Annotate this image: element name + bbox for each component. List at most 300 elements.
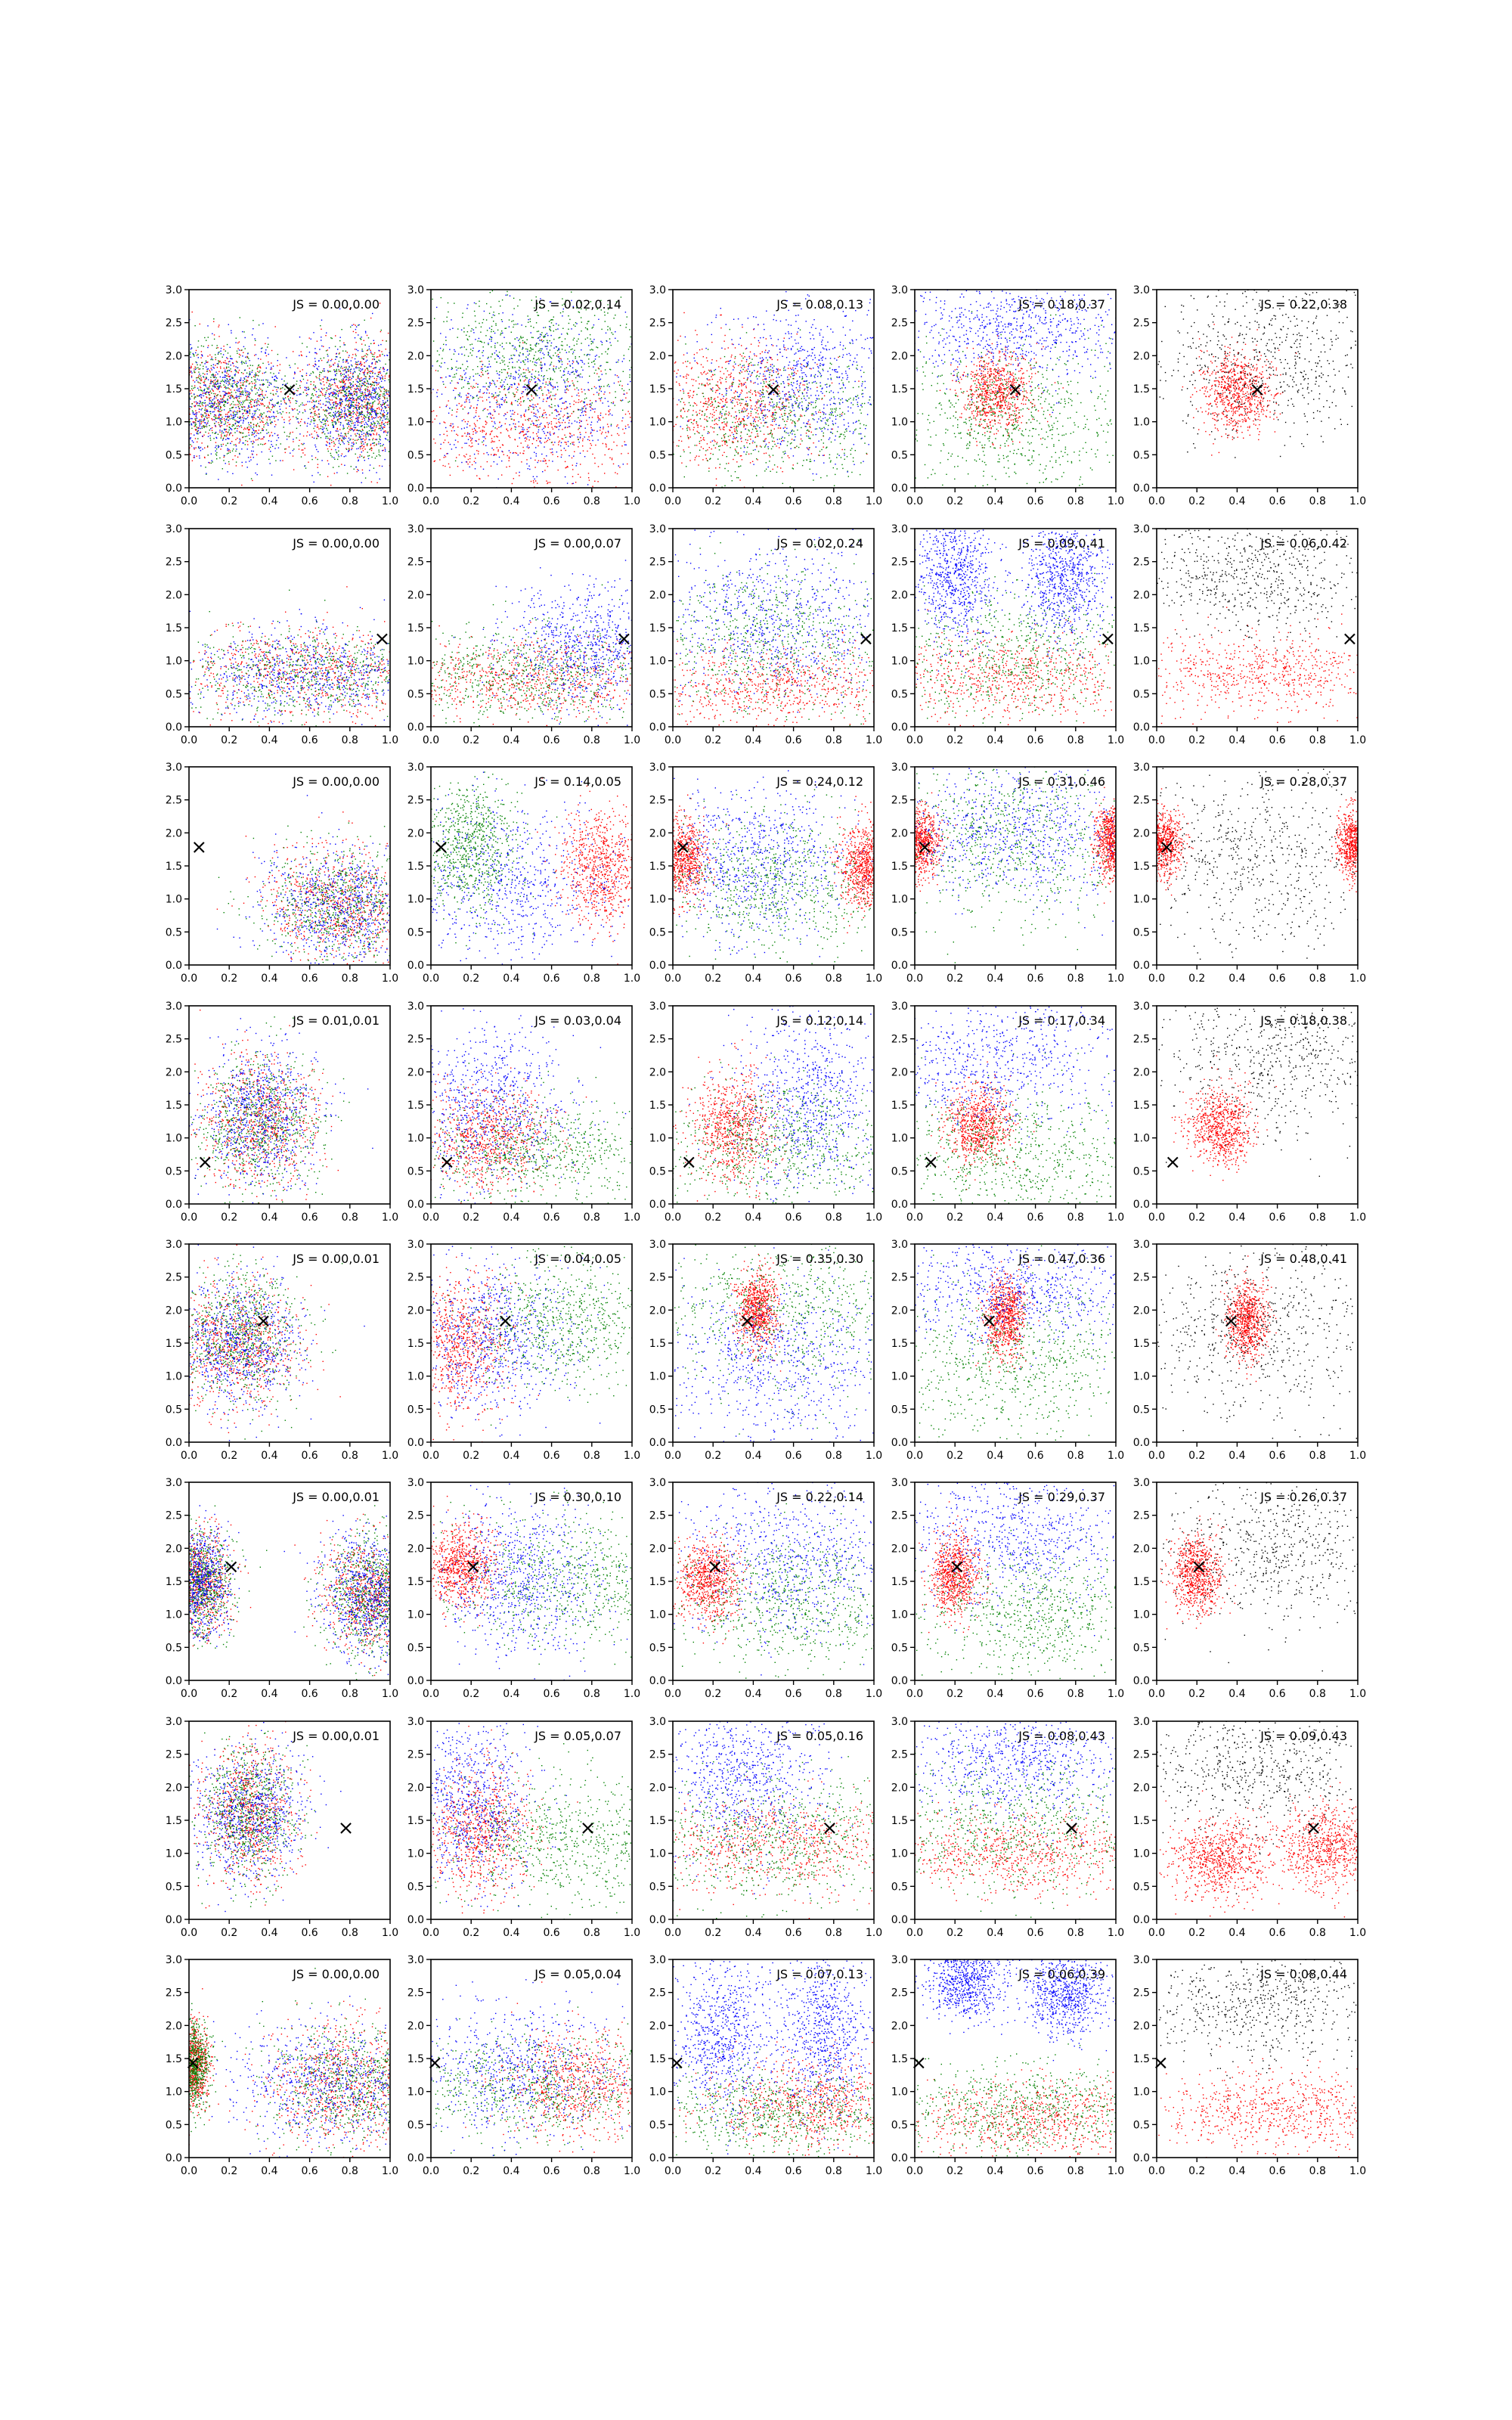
scatter-point [368,337,369,338]
scatter-point [216,458,217,459]
scatter-point [483,319,484,320]
scatter-point [362,393,363,394]
scatter-point [591,427,592,428]
scatter-point [559,422,560,423]
scatter-point [341,399,342,400]
scatter-point [273,394,274,395]
scatter-point [301,419,302,420]
scatter-point [537,482,538,483]
scatter-point [276,403,277,404]
scatter-point [344,411,345,412]
scatter-point [237,404,238,405]
scatter-point [576,387,577,388]
scatter-point [482,374,483,375]
scatter-point [551,407,552,408]
scatter-point [227,381,228,382]
scatter-point [267,417,268,418]
scatter-point [270,372,271,373]
scatter-point [255,432,256,433]
scatter-point [199,409,200,410]
scatter-point [475,424,476,425]
scatter-point [585,327,586,328]
scatter-point [330,416,331,417]
scatter-point [388,390,389,391]
scatter-point [575,377,576,378]
scatter-point [372,356,373,357]
scatter-point [463,455,464,456]
scatter-point [355,361,356,362]
scatter-point [491,421,492,422]
scatter-point [201,409,202,410]
scatter-point [220,406,221,407]
scatter-point [372,418,373,419]
scatter-point [629,360,630,361]
scatter-point [210,381,211,382]
scatter-point [203,426,204,427]
scatter-point [600,413,601,414]
scatter-point [331,440,332,441]
scatter-point [353,405,354,406]
scatter-point [559,417,560,418]
scatter-point [247,448,248,449]
scatter-point [192,364,193,365]
scatter-point [444,457,445,458]
scatter-point [476,441,477,442]
scatter-point [517,445,518,446]
scatter-point [339,340,340,341]
scatter-point [383,424,384,425]
scatter-point [578,392,579,393]
scatter-point [231,358,232,359]
scatter-point [201,351,202,352]
scatter-point [515,339,516,340]
scatter-point [191,418,192,419]
scatter-point [377,376,378,377]
scatter-point [324,414,325,415]
scatter-point [229,388,230,389]
scatter-point [249,392,250,393]
scatter-point [340,435,341,436]
scatter-point [226,419,227,420]
scatter-point [611,345,612,346]
scatter-point [335,403,336,404]
scatter-point [266,415,267,416]
scatter-point [376,378,377,379]
scatter-point [333,427,334,428]
scatter-point [538,371,539,372]
scatter-point [443,442,444,443]
scatter-point [518,383,519,384]
scatter-point [442,350,443,351]
scatter-point [488,377,489,378]
scatter-point [350,412,351,413]
scatter-point [549,414,550,415]
scatter-point [577,340,578,341]
scatter-point [218,336,219,337]
scatter-point [319,416,320,417]
scatter-point [213,318,214,319]
scatter-point [248,376,249,377]
scatter-point [467,339,468,340]
scatter-point [344,416,345,417]
scatter-point [540,424,541,425]
scatter-point [355,329,356,330]
scatter-point [222,391,223,392]
scatter-point [242,390,243,391]
scatter-point [358,417,359,418]
scatter-point [548,392,549,393]
scatter-point [349,400,350,401]
scatter-point [351,383,352,384]
scatter-point [516,453,517,454]
scatter-point [256,375,257,376]
scatter-point [235,342,236,343]
scatter-point [348,409,349,410]
scatter-point [231,441,232,442]
scatter-point [226,375,227,376]
scatter-point [366,397,367,398]
scatter-point [346,387,347,388]
scatter-point [199,419,200,420]
scatter-point [359,435,360,436]
scatter-point [538,351,539,352]
scatter-point [206,387,207,388]
scatter-point [369,375,370,376]
scatter-point [464,443,465,444]
scatter-point [304,421,305,422]
scatter-point [223,444,224,445]
scatter-point [271,368,272,369]
scatter-point [218,362,219,363]
scatter-point [446,453,447,454]
scatter-point [550,377,551,378]
scatter-point [208,345,209,346]
scatter-point [257,367,258,368]
scatter-point [361,364,362,365]
scatter-point [232,473,233,474]
scatter-point [333,404,334,405]
scatter-point [212,407,213,408]
scatter-point [239,418,240,419]
scatter-point [588,363,589,364]
scatter-point [240,377,241,378]
scatter-point [246,398,247,399]
scatter-point [369,366,370,367]
scatter-point [372,403,373,404]
scatter-point [342,350,343,351]
scatter-point [332,338,333,339]
scatter-point [312,400,313,401]
scatter-point [627,453,628,454]
scatter-point [472,398,473,399]
scatter-point [316,353,317,354]
scatter-point [326,401,327,402]
scatter-point [611,424,612,425]
scatter-point [379,398,380,399]
scatter-point [362,394,363,395]
scatter-point [319,376,320,377]
scatter-point [494,427,495,428]
scatter-point [249,371,250,372]
scatter-point [551,399,552,400]
scatter-point [228,438,229,439]
scatter-point [367,424,368,425]
scatter-point [203,385,204,386]
scatter-point [264,372,265,373]
scatter-point [235,428,236,429]
scatter-point [384,391,385,392]
scatter-point [217,386,218,387]
scatter-point [369,396,370,397]
scatter-point [533,424,534,425]
scatter-point [338,365,339,366]
scatter-point [351,369,352,370]
scatter-point [320,421,321,422]
scatter-point [367,409,368,410]
scatter-point [598,466,599,467]
scatter-point [527,429,528,430]
scatter-point [312,371,313,372]
scatter-point [260,422,261,423]
scatter-point [263,412,264,413]
scatter-point [236,448,237,449]
scatter-point [338,392,339,393]
scatter-point [362,419,363,420]
scatter-point [325,415,326,416]
scatter-point [348,422,349,423]
scatter-point [361,369,362,370]
scatter-point [388,419,389,420]
scatter-point [560,358,561,359]
scatter-point [507,430,508,431]
scatter-point [303,379,304,380]
scatter-point [611,402,612,403]
scatter-point [365,331,366,332]
scatter-point [196,429,197,430]
scatter-point [268,354,269,355]
scatter-point [462,379,463,380]
scatter-point [364,355,365,356]
scatter-point [522,431,523,432]
scatter-point [463,419,464,420]
scatter-point [387,400,388,401]
scatter-point [505,369,506,370]
scatter-point [336,356,337,357]
scatter-point [538,343,539,344]
scatter-point [378,384,379,385]
scatter-point [536,433,537,434]
scatter-point [572,353,573,354]
scatter-point [370,352,371,353]
scatter-point [194,424,195,425]
scatter-point [365,345,366,346]
scatter-point [375,429,376,430]
scatter-point [384,369,385,370]
scatter-point [356,392,357,393]
scatter-point [227,453,228,454]
scatter-point [385,376,386,377]
scatter-point [200,377,201,378]
scatter-point [230,396,231,397]
scatter-point [533,358,534,359]
scatter-point [204,363,205,364]
scatter-point [383,417,384,418]
scatter-point [507,366,508,367]
scatter-point [505,394,506,395]
scatter-point [311,475,312,476]
scatter-point [245,436,246,437]
scatter-point [296,437,297,438]
scatter-point [191,428,192,429]
scatter-point [470,440,471,441]
scatter-point [247,353,248,354]
scatter-point [348,450,349,451]
scatter-point [374,391,375,392]
scatter-point [278,437,279,438]
scatter-point [335,421,336,422]
scatter-point [368,426,369,427]
scatter-point [541,416,542,417]
scatter-point [315,394,316,395]
scatter-point [362,385,363,386]
scatter-point [592,327,593,328]
scatter-point [485,420,486,421]
scatter-point [358,460,359,461]
scatter-point [333,418,334,419]
scatter-point [534,345,535,346]
scatter-point [213,419,214,420]
scatter-point [478,453,479,454]
scatter-point [575,322,576,323]
scatter-point [356,448,357,449]
scatter-point [225,421,226,422]
scatter-point [233,414,234,415]
scatter-point [373,423,374,424]
scatter-point [277,354,278,355]
scatter-point [250,427,251,428]
scatter-point [524,416,525,417]
scatter-point [238,425,239,426]
scatter-point [491,326,492,327]
scatter-point [221,434,222,435]
scatter-point [558,444,559,445]
scatter-point [333,421,334,422]
scatter-point [313,420,314,421]
scatter-point [363,444,364,445]
scatter-point [330,453,331,454]
scatter-point [247,380,248,381]
scatter-point [383,410,384,411]
scatter-point [609,392,610,393]
scatter-point [259,419,260,420]
scatter-point [216,348,217,349]
scatter-point [348,368,349,369]
scatter-point [541,389,542,390]
scatter-point [521,442,522,443]
scatter-point [323,431,324,432]
scatter-point [517,389,518,390]
y-tick-label: 0.0 [166,482,182,495]
scatter-point [352,416,353,417]
scatter-point [273,416,274,417]
scatter-point [445,340,446,341]
scatter-point [370,384,371,385]
scatter-point [232,378,233,379]
scatter-point [385,378,386,379]
scatter-point [360,430,361,431]
scatter-point [337,419,338,420]
scatter-point [564,435,565,436]
scatter-point [270,435,271,436]
scatter-point [361,356,362,357]
scatter-point [220,351,221,352]
scatter-point [259,387,260,388]
scatter-point [507,373,508,374]
scatter-point [272,407,273,408]
scatter-point [348,433,349,434]
scatter-point [302,369,303,370]
scatter-point [387,412,388,413]
scatter-point [335,415,336,416]
scatter-point [448,400,449,401]
scatter-point [284,448,285,449]
scatter-point [441,367,442,368]
scatter-point [229,379,230,380]
scatter-point [215,398,216,399]
scatter-point [258,358,259,359]
scatter-point [320,395,321,396]
scatter-point [367,372,368,373]
scatter-point [300,380,301,381]
scatter-point [451,380,452,381]
scatter-point [540,440,541,441]
scatter-point [374,382,375,383]
scatter-point [218,446,219,447]
scatter-point [379,428,380,429]
scatter-point [224,409,225,410]
scatter-point [333,442,334,443]
scatter-point [269,382,270,383]
scatter-point [337,364,338,365]
scatter-point [477,420,478,421]
scatter-point [269,417,270,418]
scatter-point [212,367,213,368]
scatter-point [323,429,324,430]
scatter-point [339,416,340,417]
scatter-point [243,406,244,407]
scatter-point [245,348,246,349]
scatter-point [372,313,373,314]
scatter-point [365,404,366,405]
scatter-point [546,463,547,464]
scatter-point [467,393,468,394]
scatter-point [329,439,330,440]
scatter-point [485,424,486,425]
scatter-point [232,396,233,397]
scatter-point [216,388,217,389]
scatter-point [629,389,630,390]
scatter-point [265,443,266,444]
scatter-point [535,365,536,366]
scatter-point [379,425,380,426]
scatter-point [215,437,216,438]
scatter-point [522,337,523,338]
scatter-point [350,421,351,422]
scatter-point [356,415,357,416]
scatter-point [334,378,335,379]
scatter-point [494,384,495,385]
y-tick-label: 1.0 [166,417,182,429]
